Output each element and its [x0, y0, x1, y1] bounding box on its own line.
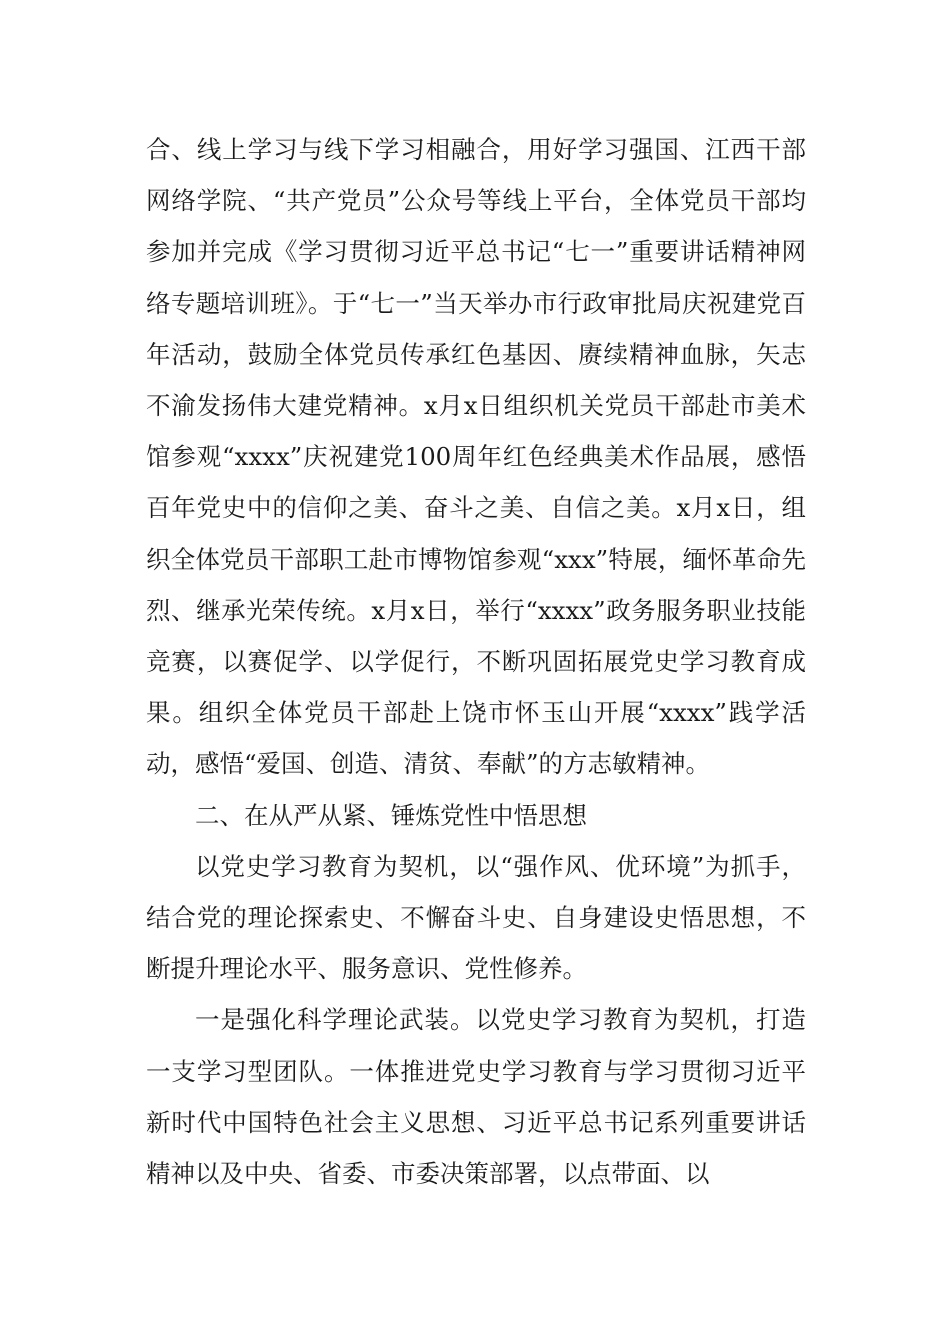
document-body: [146, 124, 806, 1199]
paragraph-continuation: 合、线上学习与线下学习相融合，用好学习强国、江西干部网络学院、“共产党员”公众号等线上平台，全体党员干部均参加并完成《学习贯彻习近平总书记“七一”重要讲话精神网络专题培训班》。于“七一”当天举办市行政审批局庆祝建党百年活动，鼓励全体党员传承红色基因、赓续精神血脉，矢志不渝发扬伟大建党精神。x月x日组织机关党员干部赴市美术馆参观“xxxx”庆祝建党100周年红色经典美术作品展，感悟百年党史中的信仰之美、奋斗之美、自信之美。x月x日，组织全体党员干部职工赴市博物馆参观“xxx”特展，缅怀革命先烈、继承光荣传统。x月x日，举行“xxxx”政务服务职业技能竞赛，以赛促学、以学促行，不断巩固拓展党史学习教育成果。组织全体党员干部赴上饶市怀玉山开展“xxxx”践学活动，感悟“爱国、创造、清贫、奉献”的方志敏精神。: [146, 135, 806, 779]
paragraph-intro: 以党史学习教育为契机，以“强作风、优环境”为抓手，结合党的理论探索史、不懈奋斗史、自身建设史悟思想，不断提升理论水平、服务意识、党性修养。: [146, 851, 806, 984]
section-heading: 二、在从严从紧、锤炼党性中悟思想: [195, 800, 587, 830]
paragraph-point-one: 一是强化科学理论武装。以党史学习教育为契机，打造一支学习型团队。一体推进党史学习教育与学习贯彻习近平新时代中国特色社会主义思想、习近平总书记系列重要讲话精神以及中央、省委、市委决策部署，以点带面、以: [146, 1005, 806, 1189]
